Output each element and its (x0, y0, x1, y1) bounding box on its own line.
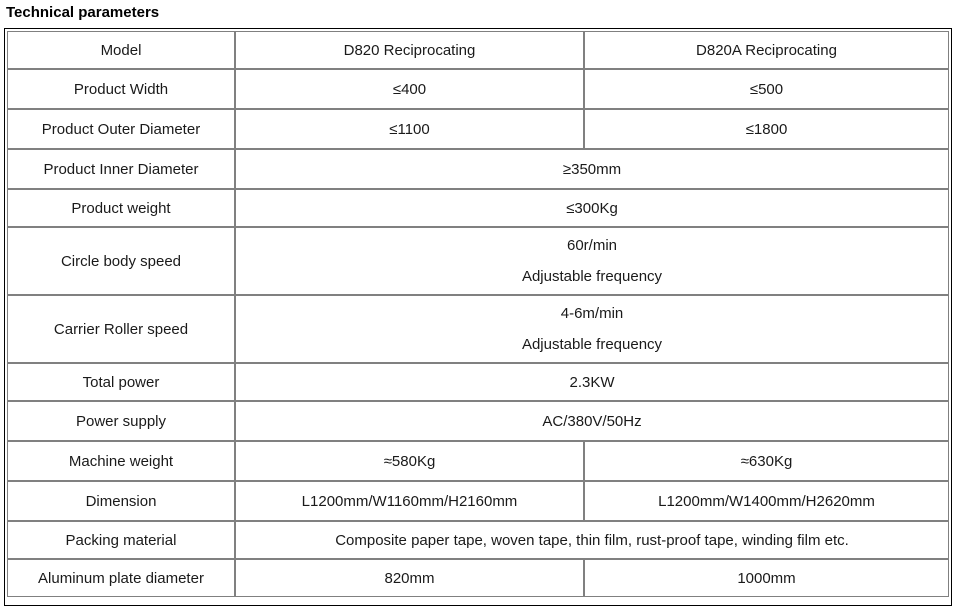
table-row (7, 559, 949, 597)
cell-model-b: D820A Reciprocating (584, 31, 949, 69)
table-row (7, 149, 949, 189)
table-row (7, 189, 949, 227)
cell-value-b: L1200mm/W1400mm/H2620mm (584, 481, 949, 521)
cell-value-a: ≤1100 (235, 109, 584, 149)
cell-value-b: ≤500 (584, 69, 949, 109)
cell-value-a: L1200mm/W1160mm/H2160mm (235, 481, 584, 521)
row-label: Product Width (7, 69, 235, 109)
row-label: Total power (7, 363, 235, 401)
spec-table (7, 31, 949, 597)
cell-line-2: Adjustable frequency (521, 336, 663, 353)
cell-merged: Composite paper tape, woven tape, thin film, rust-proof tape, winding film etc. (235, 521, 949, 559)
row-label: Packing material (7, 521, 235, 559)
table-row (7, 481, 949, 521)
row-label: Circle body speed (7, 227, 235, 295)
table-row (7, 521, 949, 559)
cell-merged (235, 295, 949, 363)
table-row (7, 69, 949, 109)
cell-merged: ≤300Kg (235, 189, 949, 227)
row-label: Dimension (7, 481, 235, 521)
cell-value-b: 1000mm (584, 559, 949, 597)
table-row (7, 441, 949, 481)
cell-merged: ≥350mm (235, 149, 949, 189)
cell-model-a: D820 Reciprocating (235, 31, 584, 69)
cell-value-a: 820mm (235, 559, 584, 597)
cell-merged: 2.3KW (235, 363, 949, 401)
page-title: Technical parameters (6, 4, 160, 21)
cell-merged (235, 227, 949, 295)
table-row (7, 295, 949, 363)
cell-merged: AC/380V/50Hz (235, 401, 949, 441)
row-label: Product weight (7, 189, 235, 227)
cell-line-2: Adjustable frequency (521, 268, 663, 285)
row-label: Aluminum plate diameter (7, 559, 235, 597)
cell-value-b: ≈630Kg (584, 441, 949, 481)
cell-line-1: 4-6m/min (560, 305, 624, 322)
cell-value-a: ≈580Kg (235, 441, 584, 481)
row-label: Product Inner Diameter (7, 149, 235, 189)
table-row (7, 227, 949, 295)
table-row (7, 109, 949, 149)
table-row (7, 363, 949, 401)
cell-value-a: ≤400 (235, 69, 584, 109)
spec-table-frame (4, 28, 952, 606)
cell-value-b: ≤1800 (584, 109, 949, 149)
table-row (7, 401, 949, 441)
row-label: Machine weight (7, 441, 235, 481)
row-label: Power supply (7, 401, 235, 441)
table-row (7, 31, 949, 69)
cell-line-1: 60r/min (566, 237, 618, 254)
row-label: Carrier Roller speed (7, 295, 235, 363)
row-label: Product Outer Diameter (7, 109, 235, 149)
row-label: Model (7, 31, 235, 69)
